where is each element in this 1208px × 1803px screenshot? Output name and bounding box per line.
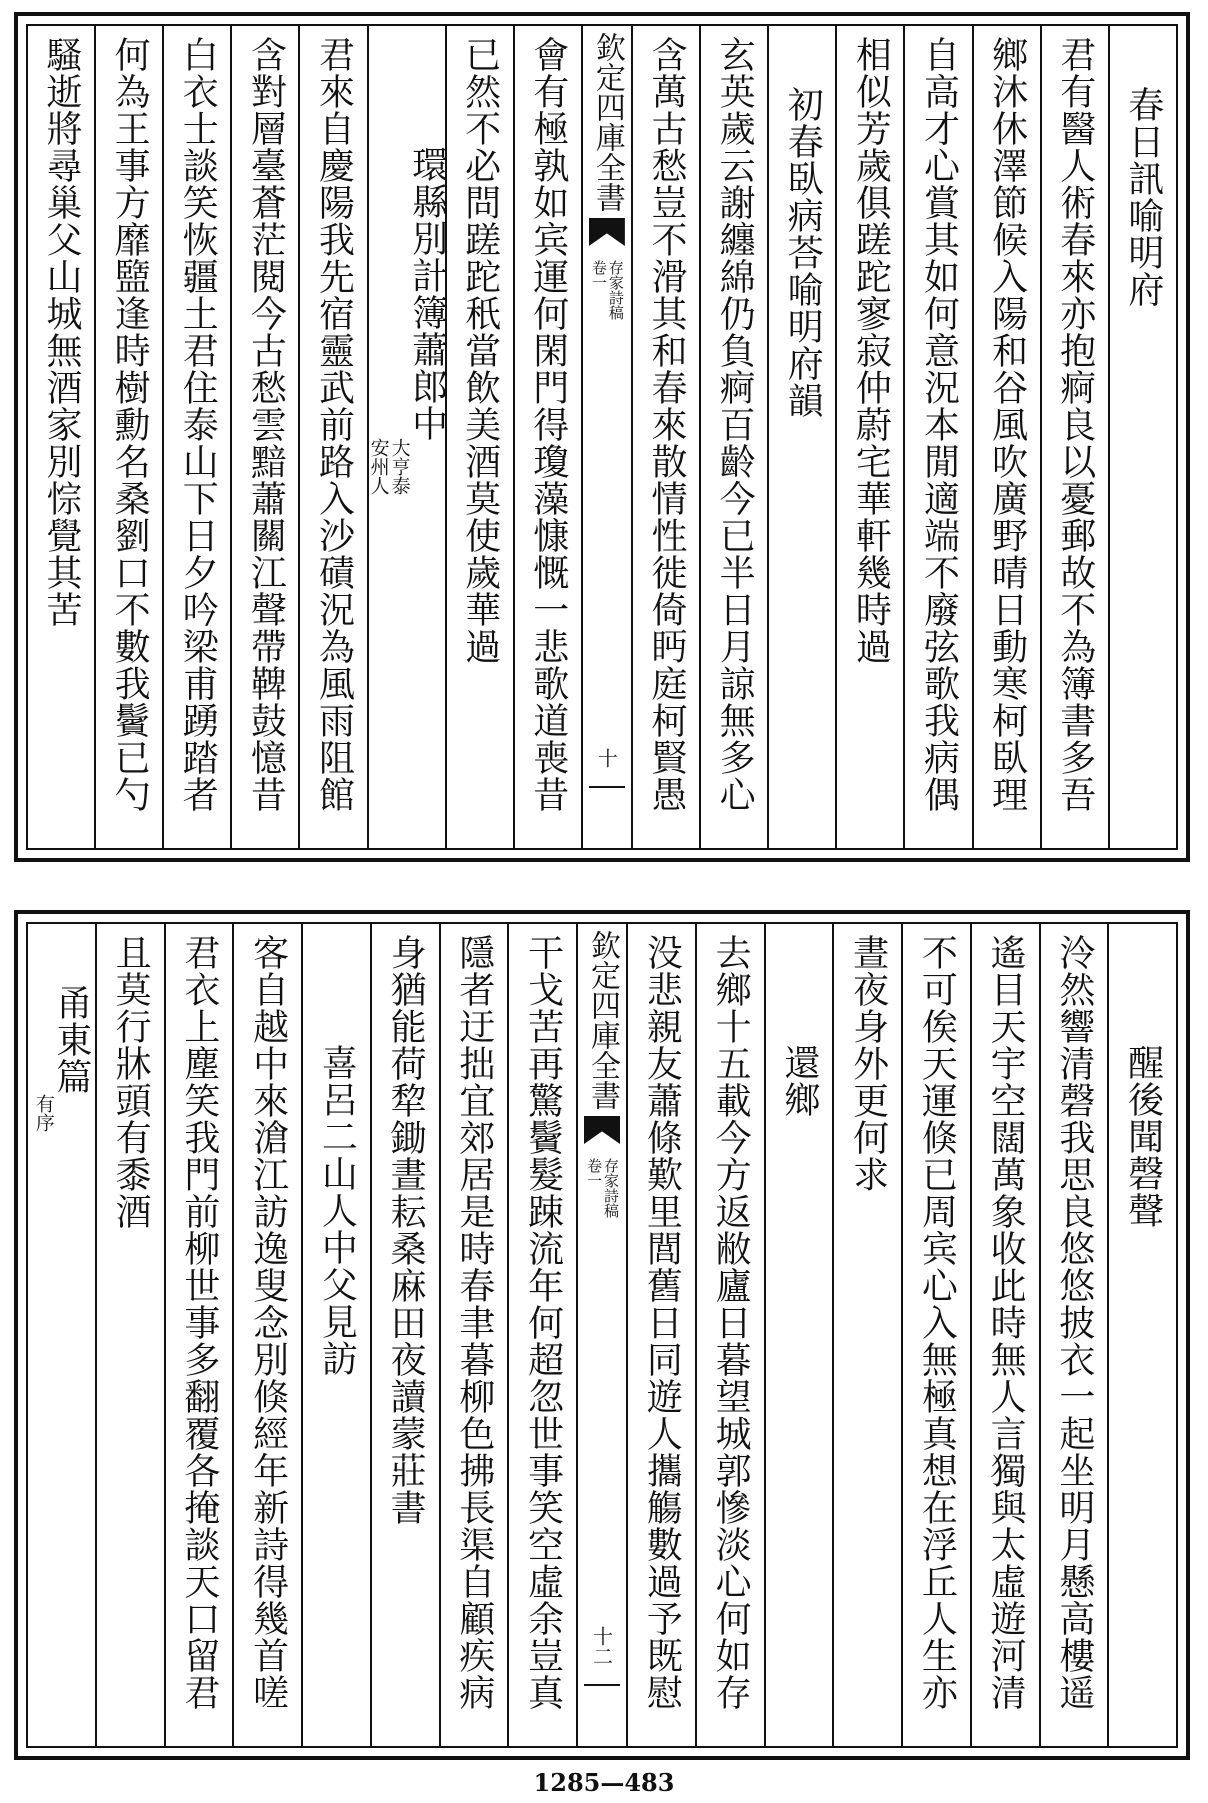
text-column bbox=[626, 924, 695, 1746]
poem-line: 含對層臺蒼茫閱今古愁雲黯蕭關江聲帶鞞鼓憶昔 bbox=[245, 36, 287, 813]
poem-title: 醒後聞磬聲 bbox=[1122, 1044, 1164, 1229]
text-column bbox=[164, 924, 233, 1746]
text-column bbox=[445, 26, 513, 848]
text-column bbox=[439, 924, 508, 1746]
text-column bbox=[95, 924, 164, 1746]
poem-line: 身猶能荷犂鋤晝耘桑麻田夜讀蒙莊書 bbox=[385, 934, 427, 1526]
poem-title: 還鄉 bbox=[778, 1044, 820, 1118]
fishtail-mark-icon bbox=[589, 218, 625, 246]
text-column bbox=[972, 26, 1040, 848]
fold-rule bbox=[584, 1684, 620, 1686]
collection-title: 欽定四庫全書 bbox=[585, 930, 620, 1110]
volume-label: 卷一 bbox=[585, 1158, 603, 1188]
center-fold bbox=[576, 924, 626, 1746]
text-column bbox=[695, 924, 764, 1746]
poem-line: 玄英歲云謝纏綿仍負痾百齡今已半日月諒無多心 bbox=[714, 36, 756, 813]
poem-title: 環縣別計簿蕭郎中 bbox=[406, 146, 448, 442]
book-title: 存家詩稿 bbox=[602, 1158, 620, 1218]
text-column bbox=[903, 26, 971, 848]
poem-line: 君有醫人術春來亦抱痾良以憂郵故不為簿書多吾 bbox=[1054, 36, 1096, 813]
poem-line: 何為王事方靡盬逢時樹勳名桑劉口不數我鬢已勺 bbox=[109, 36, 151, 813]
title-with-note bbox=[367, 26, 448, 848]
poem-line: 騷逝將尋巢父山城無酒家別悰覺其苦 bbox=[40, 36, 82, 628]
text-column bbox=[230, 26, 298, 848]
text-column bbox=[767, 26, 835, 848]
text-column bbox=[507, 924, 576, 1746]
poem-line: 會有極孰如宾運何閑門得瓊藻慷慨一悲歌道喪昔 bbox=[527, 36, 569, 813]
poem-line: 且莫行牀頭有黍酒 bbox=[110, 934, 152, 1230]
text-column bbox=[631, 26, 699, 848]
text-column bbox=[298, 26, 366, 848]
poem-line: 遙目天宇空闊萬象收此時無人言獨與太虛遊河清 bbox=[985, 934, 1027, 1711]
poem-line: 相似芳歲俱蹉跎寥寂仲蔚宅華軒幾時過 bbox=[850, 36, 892, 665]
text-column bbox=[367, 26, 448, 848]
fishtail-mark-icon bbox=[584, 1116, 620, 1144]
text-column bbox=[1108, 26, 1176, 848]
poem-line: 白衣士談笑恢疆土君住泰山下日夕吟梁甫踴踏者 bbox=[177, 36, 219, 813]
fold-rule bbox=[589, 786, 625, 788]
text-column bbox=[301, 924, 370, 1746]
note-line: 安州人 bbox=[367, 438, 390, 495]
poem-line: 泠然響清磬我思良悠悠披衣一起坐明月懸高樓遥 bbox=[1053, 934, 1095, 1711]
text-column bbox=[832, 924, 901, 1746]
poem-title: 喜呂二山人中父見訪 bbox=[316, 1044, 358, 1377]
fold-subtitle bbox=[586, 1158, 618, 1218]
title-with-note bbox=[32, 924, 92, 1746]
text-column bbox=[232, 924, 301, 1746]
poem-title: 春日訊喻明府 bbox=[1122, 86, 1164, 308]
note-line: 大亨泰 bbox=[388, 438, 411, 495]
fold-subtitle bbox=[591, 260, 623, 320]
poem-title: 甬東篇 bbox=[50, 984, 92, 1095]
bottom-page-frame bbox=[26, 922, 1178, 1748]
bottom-page bbox=[14, 910, 1190, 1760]
poem-line: 自高才心賞其如何意況本閒適端不廢弦歌我病偶 bbox=[918, 36, 960, 813]
author-note bbox=[369, 26, 409, 848]
text-column bbox=[94, 26, 162, 848]
poem-line: 没悲親友蕭條歎里閭舊日同遊人攜觴數過予既慰 bbox=[641, 934, 683, 1711]
poem-title: 初春臥病荅喻明府韻 bbox=[782, 86, 824, 419]
poem-line: 晝夜身外更何求 bbox=[847, 934, 889, 1193]
poem-line: 干戈苦再驚鬢髮踈流年何超忽世事笑空虛余豈真 bbox=[522, 934, 564, 1711]
leaf-number: 十 bbox=[594, 748, 619, 768]
poem-line: 鄉沐休澤節候入陽和谷風吹廣野晴日動寒柯臥理 bbox=[986, 36, 1028, 813]
text-column bbox=[513, 26, 581, 848]
top-page bbox=[14, 12, 1190, 862]
text-column bbox=[901, 924, 970, 1746]
text-column bbox=[699, 26, 767, 848]
center-fold bbox=[581, 26, 631, 848]
poem-line: 去鄉十五載今方返敝廬日暮望城郭慘淡心何如存 bbox=[710, 934, 752, 1711]
collection-title: 欽定四庫全書 bbox=[589, 32, 625, 212]
page-number: 1285—483 bbox=[533, 1768, 675, 1797]
text-column bbox=[1107, 924, 1176, 1746]
text-column bbox=[1040, 26, 1108, 848]
poem-line: 客自越中來滄江訪逸叟念別倏經年新詩得幾首嗟 bbox=[247, 934, 289, 1711]
text-column bbox=[764, 924, 833, 1746]
poem-line: 君衣上塵笑我門前柳世事多翻覆各掩談天口留君 bbox=[178, 934, 220, 1711]
top-page-frame bbox=[26, 24, 1178, 850]
poem-line: 含萬古愁豈不滑其和春來散情性徙倚眄庭柯賢愚 bbox=[645, 36, 687, 813]
text-column bbox=[835, 26, 903, 848]
volume-label: 卷一 bbox=[589, 260, 608, 290]
text-column bbox=[970, 924, 1039, 1746]
text-column bbox=[28, 26, 94, 848]
poem-line: 已然不必問蹉跎秖當飲美酒莫使歲華過 bbox=[459, 36, 501, 665]
text-column bbox=[28, 924, 95, 1746]
poem-line: 隱者迂拙宜郊居是時春聿暮柳色拂長渠自顧疾病 bbox=[453, 934, 495, 1711]
poem-line: 不可俟天運倏已周宾心入無極真想在浮丘人生亦 bbox=[916, 934, 958, 1711]
text-column bbox=[370, 924, 439, 1746]
text-column bbox=[1039, 924, 1108, 1746]
book-title: 存家詩稿 bbox=[606, 260, 625, 320]
note-line: 有序 bbox=[32, 1094, 55, 1132]
poem-line: 君來自慶陽我先宿靈武前路入沙磧況為風雨阻館 bbox=[313, 36, 355, 813]
leaf-number: 十二 bbox=[589, 1626, 614, 1666]
text-column bbox=[162, 26, 230, 848]
